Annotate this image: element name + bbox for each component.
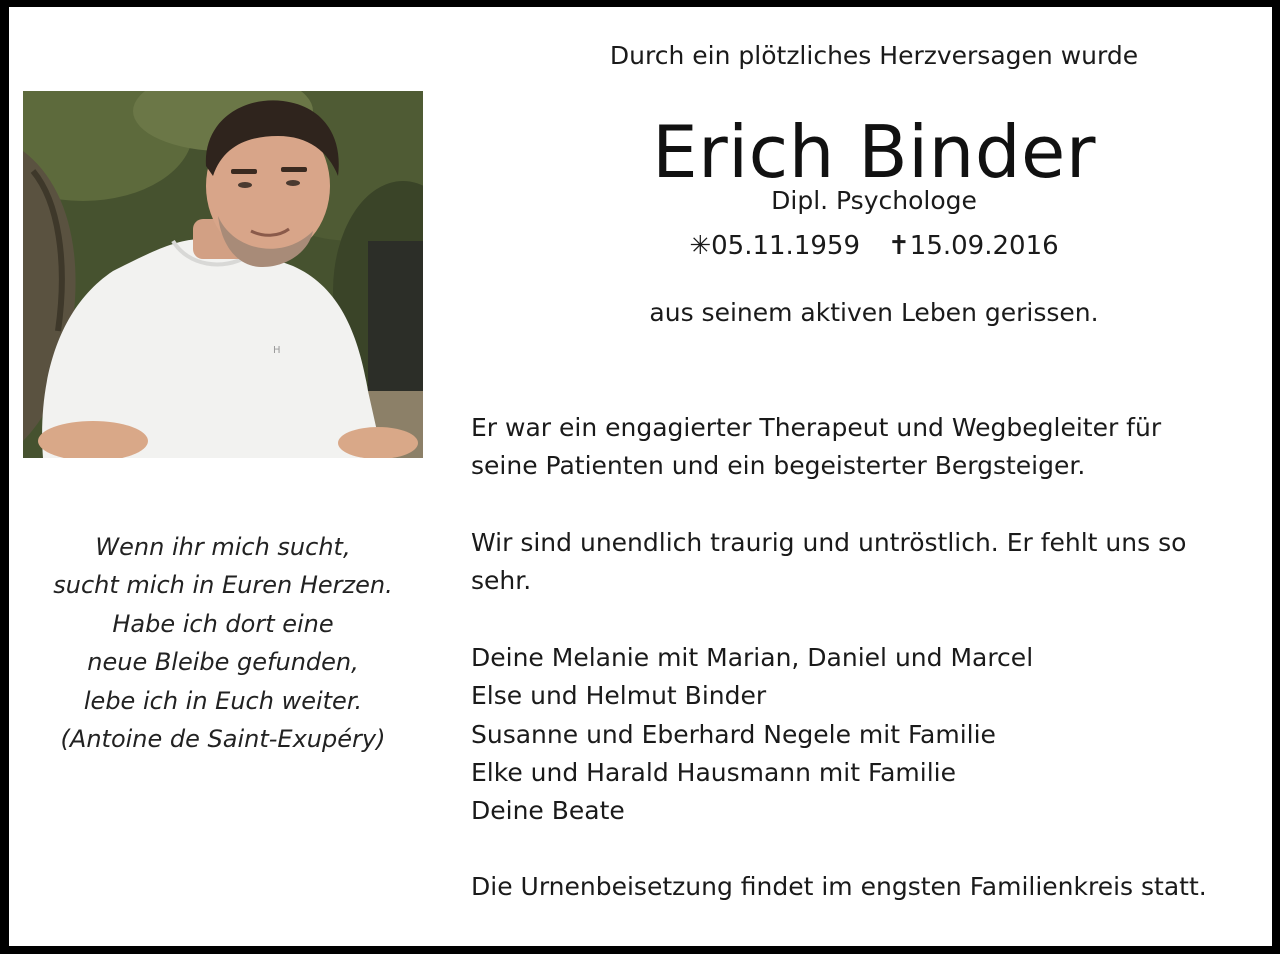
- paragraph-line: Er war ein engagierter Therapeut und Wegbegleiter für: [471, 413, 1162, 442]
- burial-note: Die Urnenbeisetzung findet im engsten Familienkreis statt.: [471, 872, 1207, 901]
- poem-line: lebe ich in Euch weiter.: [83, 686, 363, 715]
- signer: Deine Beate: [471, 796, 625, 826]
- tribute-paragraph: [471, 409, 1271, 486]
- deceased-title: Dipl. Psychologe: [771, 186, 977, 215]
- grief-paragraph: [471, 524, 1271, 601]
- poem-line: sucht mich in Euren Herzen.: [53, 571, 393, 600]
- deceased-name: Erich Binder: [652, 110, 1096, 194]
- poem-attribution: (Antoine de Saint-Exupéry): [60, 725, 386, 754]
- obituary-card: [9, 7, 1272, 946]
- signers-list: [471, 639, 1271, 830]
- portrait-photo: [23, 91, 423, 458]
- intro-text: Durch ein plötzliches Herzversagen wurde: [609, 41, 1139, 70]
- poem-line: neue Bleibe gefunden,: [87, 648, 359, 677]
- birth-date: ✳05.11.1959: [689, 231, 860, 261]
- signer: Susanne und Eberhard Negele mit Familie: [471, 719, 996, 749]
- signer: Elke und Harald Hausmann mit Familie: [471, 757, 956, 787]
- poem-line: Wenn ihr mich sucht,: [95, 533, 351, 561]
- poem-line: Habe ich dort eine: [112, 609, 334, 638]
- paragraph-line: seine Patienten und ein begeisterter Bergsteiger.: [471, 451, 1086, 481]
- life-dates: [469, 227, 1279, 265]
- poem: [23, 528, 423, 758]
- paragraph-line: sehr.: [471, 566, 532, 596]
- signer: Deine Melanie mit Marian, Daniel und Marcel: [471, 643, 1034, 672]
- paragraph-line: Wir sind unendlich traurig und untröstlich. Er fehlt uns so: [471, 528, 1187, 557]
- death-date: ✝15.09.2016: [888, 231, 1059, 261]
- outro-text: aus seinem aktiven Leben gerissen.: [649, 298, 1099, 327]
- signer: Else und Helmut Binder: [471, 681, 767, 711]
- svg-text:H: H: [273, 345, 281, 356]
